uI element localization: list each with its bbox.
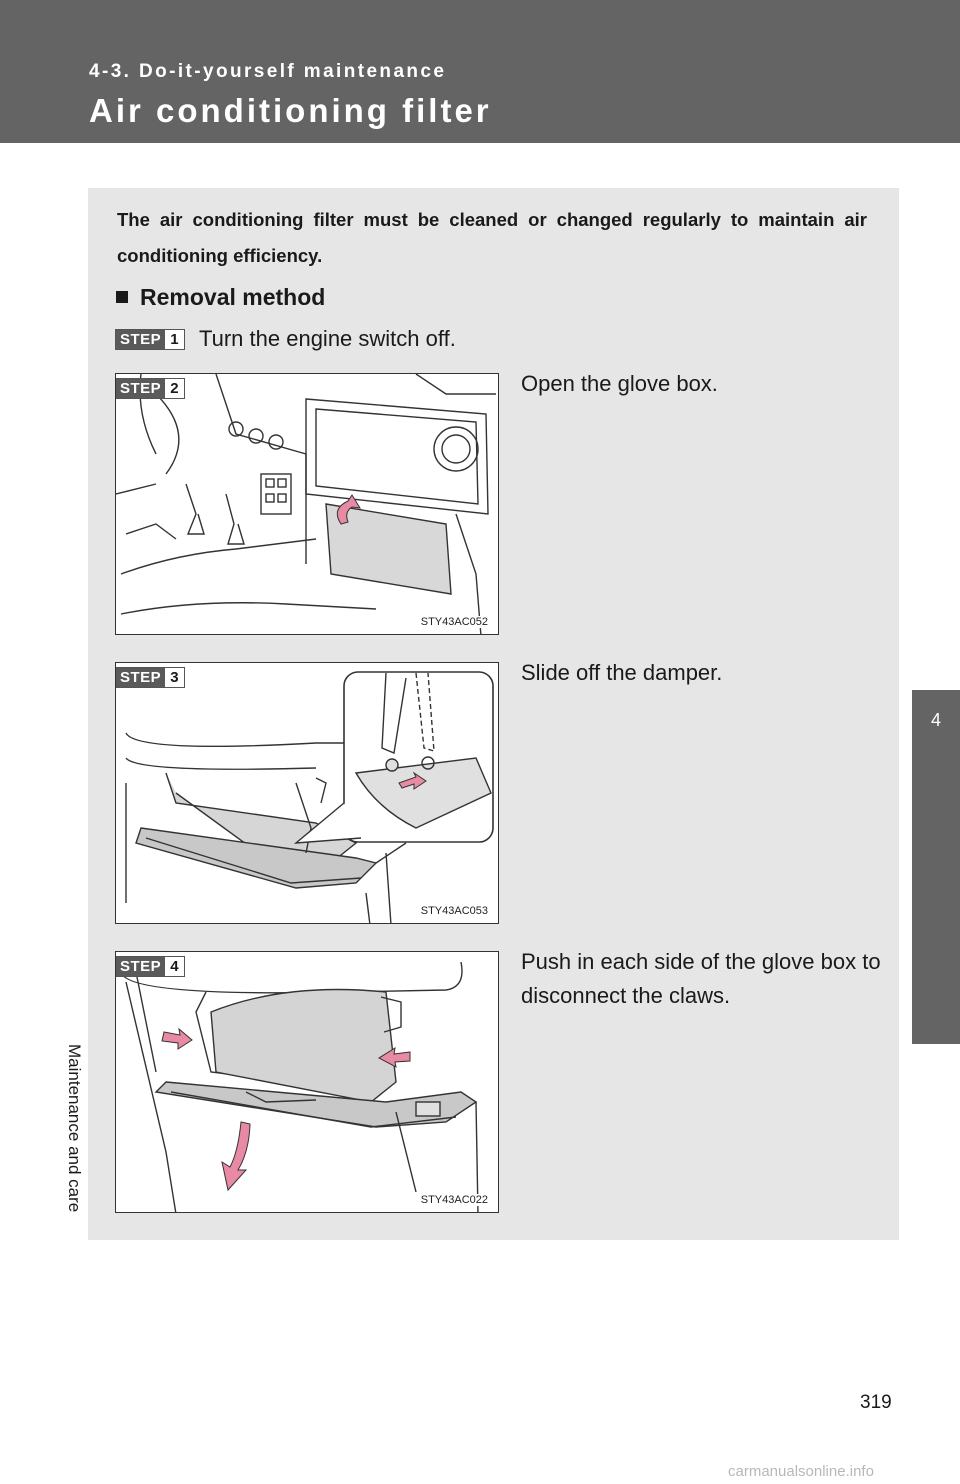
subsection-title: Removal method bbox=[140, 284, 326, 310]
step-word: STEP bbox=[116, 330, 165, 349]
step-number: 2 bbox=[165, 379, 183, 398]
black-square-bullet-icon bbox=[116, 291, 128, 303]
step-3-figure bbox=[115, 662, 499, 924]
figure-code: STY43AC052 bbox=[420, 616, 488, 628]
chapter-number: 4 bbox=[930, 710, 941, 730]
step-word: STEP bbox=[116, 668, 165, 687]
step-2-figure bbox=[115, 373, 499, 635]
intro-text: The air conditioning filter must be cleaned or changed regularly to maintain air conditioning efficiency. bbox=[117, 209, 867, 266]
step-3-badge bbox=[115, 667, 185, 688]
step-1-badge bbox=[115, 329, 185, 350]
page-number: 319 bbox=[860, 1392, 892, 1413]
step-word: STEP bbox=[116, 957, 165, 976]
step-2-badge bbox=[115, 378, 185, 399]
page-title: Air conditioning filter bbox=[89, 92, 492, 129]
step-number: 1 bbox=[165, 330, 183, 349]
step-number: 3 bbox=[165, 668, 183, 687]
step-4-figure bbox=[115, 951, 499, 1213]
figure-code: STY43AC053 bbox=[420, 905, 488, 917]
step-4-text: Push in each side of the glove box to disconnect the claws. bbox=[521, 949, 881, 1008]
chapter-tab[interactable] bbox=[912, 690, 960, 1044]
step-4-badge bbox=[115, 956, 185, 977]
step-3-text: Slide off the damper. bbox=[521, 660, 723, 685]
damper-illustration bbox=[116, 663, 499, 924]
step-word: STEP bbox=[116, 379, 165, 398]
chapter-label: Maintenance and care bbox=[65, 1044, 84, 1213]
figure-code: STY43AC022 bbox=[420, 1194, 488, 1206]
glove-box-claws-illustration bbox=[116, 952, 499, 1213]
section-label: 4-3. Do-it-yourself maintenance bbox=[89, 61, 447, 82]
step-1-text: Turn the engine switch off. bbox=[199, 326, 456, 351]
step-2-text: Open the glove box. bbox=[521, 371, 718, 396]
watermark: carmanualsonline.info bbox=[728, 1463, 874, 1480]
header-band bbox=[0, 0, 960, 143]
subsection-heading bbox=[116, 284, 325, 311]
step-number: 4 bbox=[165, 957, 183, 976]
glove-box-open-illustration bbox=[116, 374, 499, 635]
